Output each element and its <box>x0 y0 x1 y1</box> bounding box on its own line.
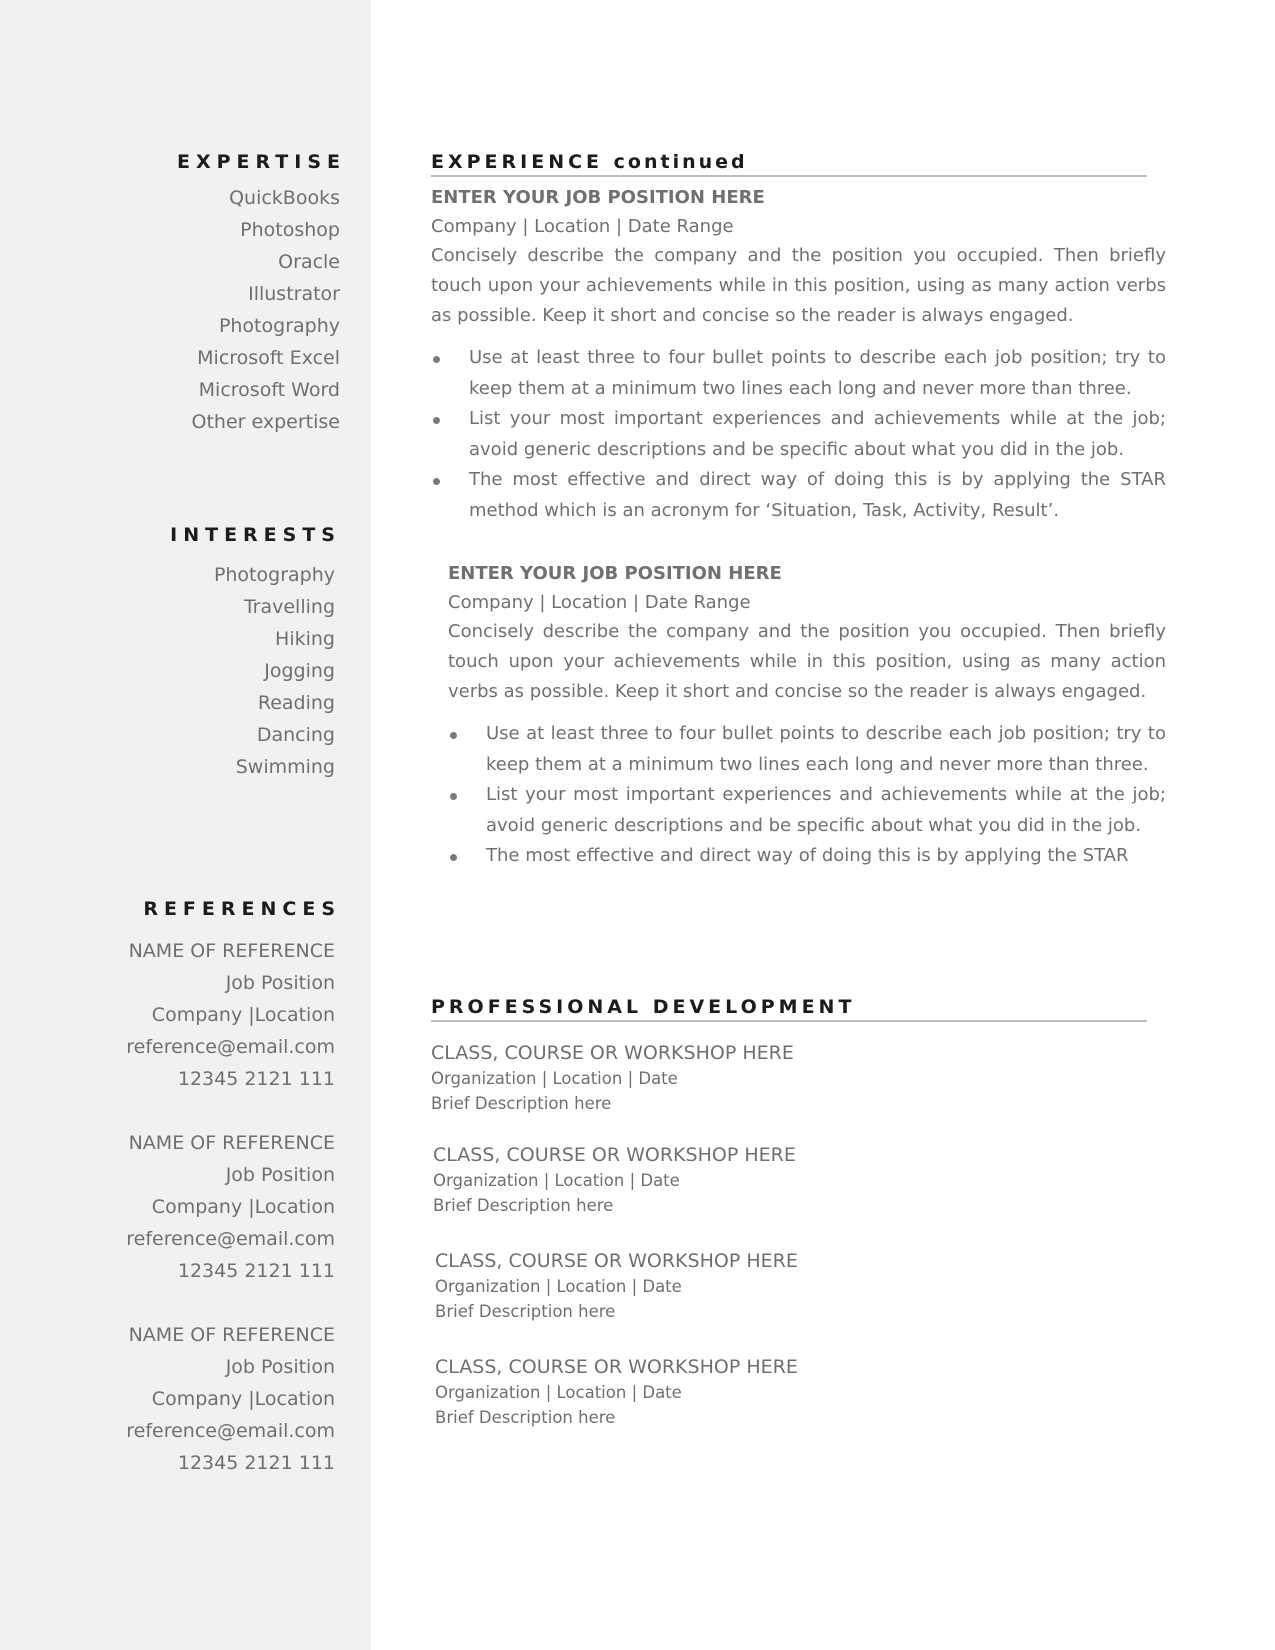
job-description: Concisely describe the company and the position you occupied. Then briefly touch upon your achievements while in this position, using as many action verbs as possible. Keep it short and concise so the reader is always engaged. <box>431 245 1166 326</box>
list-item: List your most important experiences and achievements while at the job; avoid generic descriptions and be specific about what you did in the job. <box>448 780 1166 841</box>
reference-company: Company |Location <box>151 1004 335 1026</box>
course-entry <box>431 1040 794 1116</box>
job-title: ENTER YOUR JOB POSITION HERE <box>448 563 782 584</box>
course-meta: Organization | Location | Date <box>433 1171 680 1190</box>
reference-position: Job Position <box>225 1356 335 1378</box>
list-item: Illustrator <box>248 283 340 305</box>
experience-heading <box>431 151 1147 177</box>
list-item: Reading <box>257 692 335 714</box>
list-item: Photography <box>218 315 340 337</box>
course-entry <box>433 1142 796 1218</box>
list-item: Use at least three to four bullet points to describe each job position; try to keep them at a minimum two lines each long and never more than three. <box>431 343 1166 404</box>
job-entry <box>448 559 1166 872</box>
professional-development-heading: PROFESSIONAL DEVELOPMENT <box>431 996 1147 1022</box>
job-title: ENTER YOUR JOB POSITION HERE <box>431 187 765 208</box>
list-item: The most effective and direct way of doing this is by applying the STAR method which is an acronym for ‘Situation, Task, Activity, Result’. <box>431 465 1166 526</box>
course-meta: Organization | Location | Date <box>435 1277 682 1296</box>
reference-email[interactable]: reference@email.com <box>126 1420 335 1442</box>
reference-entry <box>5 1319 335 1479</box>
reference-name: NAME OF REFERENCE <box>128 1324 335 1346</box>
job-description: Concisely describe the company and the position you occupied. Then briefly touch upon your achievements while in this position, using as many action verbs as possible. Keep it short and concise so the reader is always engaged. <box>448 621 1166 702</box>
reference-entry <box>5 935 335 1095</box>
list-item: Photography <box>213 564 335 586</box>
course-description: Brief Description here <box>435 1302 616 1321</box>
course-description: Brief Description here <box>435 1408 616 1427</box>
reference-name: NAME OF REFERENCE <box>128 940 335 962</box>
reference-email[interactable]: reference@email.com <box>126 1036 335 1058</box>
list-item: Other expertise <box>191 411 340 433</box>
job-meta: Company | Location | Date Range <box>448 592 751 613</box>
list-item: The most effective and direct way of doing this is by applying the STAR <box>448 841 1166 872</box>
list-item: Microsoft Word <box>198 379 340 401</box>
reference-email[interactable]: reference@email.com <box>126 1228 335 1250</box>
job-bullets <box>431 343 1166 526</box>
reference-phone: 12345 2121 111 <box>177 1260 335 1282</box>
course-title: CLASS, COURSE OR WORKSHOP HERE <box>431 1042 794 1064</box>
expertise-heading: EXPERTISE <box>176 151 346 173</box>
course-description: Brief Description here <box>431 1094 612 1113</box>
interests-list <box>5 559 335 783</box>
list-item: QuickBooks <box>229 187 340 209</box>
course-title: CLASS, COURSE OR WORKSHOP HERE <box>435 1356 798 1378</box>
course-entry <box>435 1354 798 1430</box>
references-heading: REFERENCES <box>143 898 341 920</box>
course-meta: Organization | Location | Date <box>435 1383 682 1402</box>
job-entry <box>431 183 1166 526</box>
reference-phone: 12345 2121 111 <box>177 1452 335 1474</box>
list-item: Travelling <box>243 596 335 618</box>
list-item: Microsoft Excel <box>197 347 340 369</box>
reference-company: Company |Location <box>151 1196 335 1218</box>
course-title: CLASS, COURSE OR WORKSHOP HERE <box>433 1144 796 1166</box>
list-item: Jogging <box>264 660 335 682</box>
interests-section <box>5 523 341 783</box>
course-title: CLASS, COURSE OR WORKSHOP HERE <box>435 1250 798 1272</box>
reference-phone: 12345 2121 111 <box>177 1068 335 1090</box>
course-meta: Organization | Location | Date <box>431 1069 678 1088</box>
reference-name: NAME OF REFERENCE <box>128 1132 335 1154</box>
list-item: List your most important experiences and achievements while at the job; avoid generic descriptions and be specific about what you did in the job. <box>431 404 1166 465</box>
professional-development-section <box>431 996 1166 1022</box>
list-item: Swimming <box>235 756 335 778</box>
list-item: Photoshop <box>240 219 340 241</box>
list-item: Use at least three to four bullet points to describe each job position; try to keep them at a minimum two lines each long and never more than three. <box>448 719 1166 780</box>
job-meta: Company | Location | Date Range <box>431 216 734 237</box>
expertise-list <box>10 182 340 438</box>
expertise-section <box>10 150 346 438</box>
reference-position: Job Position <box>225 972 335 994</box>
list-item: Hiking <box>275 628 335 650</box>
course-entry <box>435 1248 798 1324</box>
experience-heading-text: EXPERIENCE <box>431 151 604 173</box>
reference-entry <box>5 1127 335 1287</box>
experience-section <box>431 151 1166 872</box>
experience-heading-suffix: continued <box>613 151 748 173</box>
list-item: Dancing <box>256 724 335 746</box>
interests-heading: INTERESTS <box>170 524 341 546</box>
reference-company: Company |Location <box>151 1388 335 1410</box>
reference-position: Job Position <box>225 1164 335 1186</box>
job-bullets <box>448 719 1166 872</box>
list-item: Oracle <box>278 251 340 273</box>
references-section <box>5 897 341 1479</box>
course-description: Brief Description here <box>433 1196 614 1215</box>
